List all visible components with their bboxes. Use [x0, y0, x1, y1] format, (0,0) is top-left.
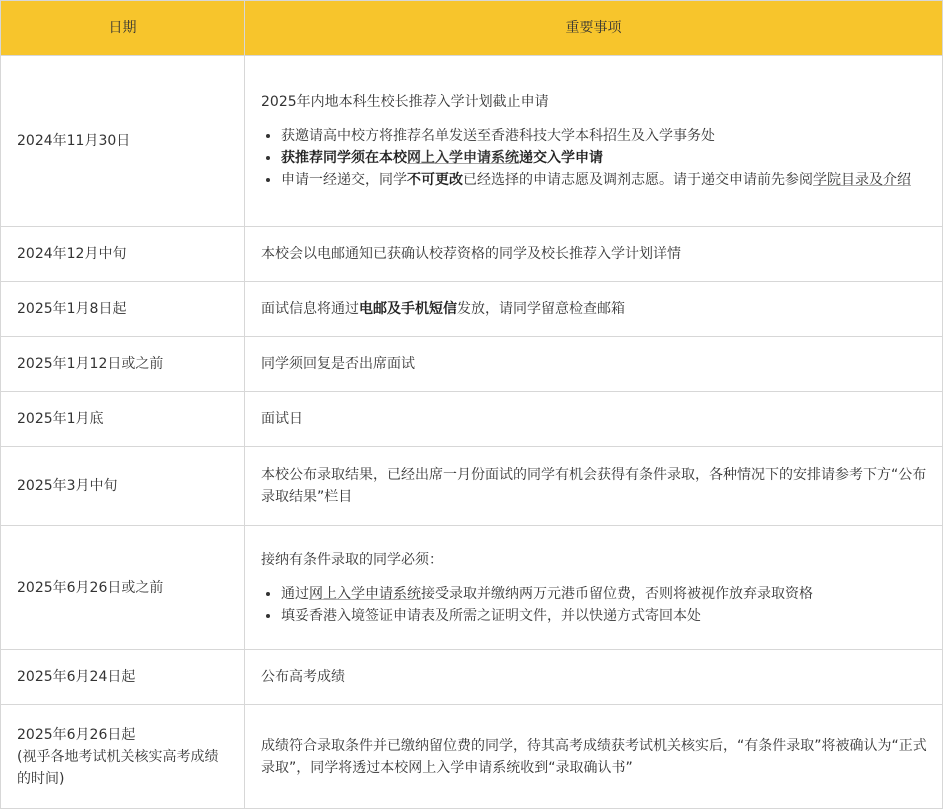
row-date: 2024年11月30日: [1, 56, 245, 227]
row-detail: 成绩符合录取条件并已缴纳留位费的同学，待其高考成绩获考试机关核实后，“有条件录取”将被确认为“正式录取”，同学将透过本校网上入学申请系统收到“录取确认书”: [245, 705, 943, 809]
detail-list: [261, 125, 928, 191]
table-row: [1, 392, 943, 447]
online-application-link[interactable]: 网上入学申请系统: [309, 585, 421, 602]
detail-lead: 接纳有条件录取的同学必须：: [261, 551, 443, 568]
row-detail: [245, 526, 943, 650]
detail-lead: 2025年内地本科生校长推荐入学计划截止申请: [261, 94, 549, 110]
header-date: 日期: [1, 1, 245, 56]
row-date: 2025年6月24日起: [1, 650, 245, 705]
row-date: 2025年3月中旬: [1, 447, 245, 526]
table-row: [1, 650, 943, 705]
faculty-directory-link[interactable]: 学院目录及介绍: [813, 172, 911, 188]
row-date: 2025年1月底: [1, 392, 245, 447]
list-item: • 填妥香港入境签证申请表及所需之证明文件，并以快递方式寄回本处: [281, 605, 928, 627]
table-row: [1, 705, 943, 809]
row-date: 2025年6月26日或之前: [1, 526, 245, 650]
list-item: • 申请一经递交，同学不可更改已经选择的申请志愿及调剂志愿。请于递交申请前先参阅学院目录及介绍: [281, 169, 928, 191]
row-detail: 面试信息将通过电邮及手机短信发放，请同学留意检查邮箱: [245, 282, 943, 337]
table-row: [1, 227, 943, 282]
list-item: • 获邀请高中校方将推荐名单发送至香港科技大学本科招生及入学事务处: [281, 125, 928, 147]
table-row: [1, 56, 943, 227]
table-header-row: [1, 1, 943, 56]
list-item: • 通过网上入学申请系统接受录取并缴纳两万元港币留位费，否则将被视作放弃录取资格: [281, 583, 928, 605]
row-date: 2024年12月中旬: [1, 227, 245, 282]
row-detail: 同学须回复是否出席面试: [245, 337, 943, 392]
row-detail: 本校会以电邮通知已获确认校荐资格的同学及校长推荐入学计划详情: [245, 227, 943, 282]
table-row: [1, 337, 943, 392]
detail-list: [261, 583, 928, 627]
date-note: (视乎各地考试机关核实高考成绩的时间): [17, 748, 219, 787]
bold-text: 不可更改: [407, 172, 463, 188]
date-main: 2025年6月26日起: [17, 726, 136, 743]
bold-text: 获推荐同学须在本校网上入学申请系统递交入学申请: [281, 150, 603, 166]
row-detail: 公布高考成绩: [245, 650, 943, 705]
row-detail: 本校公布录取结果，已经出席一月份面试的同学有机会获得有条件录取，各种情况下的安排请参考下方“公布录取结果”栏目: [245, 447, 943, 526]
online-application-link[interactable]: 网上入学申请系统: [407, 150, 519, 166]
row-date: [1, 705, 245, 809]
row-detail: 面试日: [245, 392, 943, 447]
bold-text: 电邮及手机短信: [359, 301, 457, 317]
header-items: 重要事项: [245, 1, 943, 56]
table-row: [1, 447, 943, 526]
table-row: [1, 282, 943, 337]
list-item: [281, 147, 928, 169]
row-date: 2025年1月8日起: [1, 282, 245, 337]
row-detail: [245, 56, 943, 227]
row-date: 2025年1月12日或之前: [1, 337, 245, 392]
table-row: [1, 526, 943, 650]
